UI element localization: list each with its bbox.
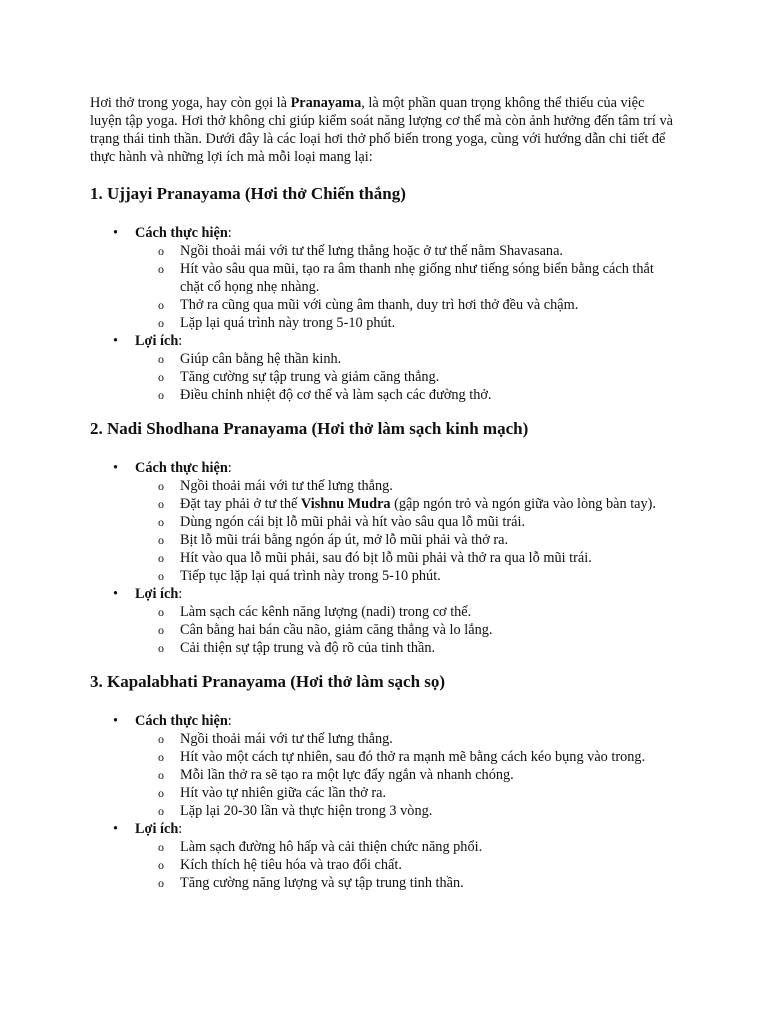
list-item: o Tăng cường năng lượng và sự tập trung tinh thần. — [90, 874, 678, 892]
mudra-text-a: Đặt tay phải ở tư thế — [180, 496, 301, 512]
sub-list — [135, 730, 678, 820]
list-item: o Kích thích hệ tiêu hóa và trao đổi chất. — [90, 856, 678, 874]
list-item: o Ngồi thoải mái với tư thế lưng thẳng hoặc ở tư thế nằm Shavasana. — [90, 242, 678, 260]
mudra-text-b: (gập ngón trỏ và ngón giữa vào lòng bàn tay). — [390, 496, 657, 512]
section-heading: 2. Nadi Shodhana Pranayama (Hơi thở làm sạch kinh mạch) — [90, 419, 529, 438]
list-item: • Cách thực hiện: o Ngồi thoải mái với tư thế lưng thẳng. o Đặt tay phải ở tư thế Vishnu Mudra (gập ngón trỏ và ngón giữa vào lòng bàn tay). o Dùng ngón cái bịt lỗ mũi phải và hít vào sâu qua lỗ mũi trái. o Bịt lỗ mũi trái bằng ngón áp út, mở lỗ mũi phải và thở ra. o Hít vào qua lỗ mũi phải, sau đó bịt lỗ mũi phải và thở ra qua lỗ mũi trái. o Tiếp tục lặp lại quá trình này trong 5-10 phút. — [90, 459, 678, 585]
how-label: Cách thực hiện — [135, 225, 228, 241]
list-item: o Tiếp tục lặp lại quá trình này trong 5-10 phút. — [90, 567, 678, 585]
list-item: o Hít vào sâu qua mũi, tạo ra âm thanh nhẹ giống như tiếng sóng biển bằng cách thắt chặt cổ họng nhẹ nhàng. — [90, 260, 678, 296]
sub-list — [135, 350, 678, 404]
intro-paragraph — [90, 94, 678, 166]
list-item: • Cách thực hiện: o Ngồi thoải mái với tư thế lưng thẳng. o Hít vào một cách tự nhiên, sau đó thở ra mạnh mẽ bằng cách kéo bụng vào trong. o Mỗi lần thở ra sẽ tạo ra một lực đẩy ngắn và nhanh chóng. o Hít vào tự nhiên giữa các lần thở ra. o Lặp lại 20-30 lần và thực hiện trong 3 vòng. — [90, 712, 678, 820]
sub-list — [135, 603, 678, 657]
benefit-label: Lợi ích — [135, 586, 179, 602]
list-item: o Hít vào qua lỗ mũi phải, sau đó bịt lỗ mũi phải và thở ra qua lỗ mũi trái. — [90, 549, 678, 567]
list-item: o Cân bằng hai bán cầu não, giảm căng thẳng và lo lắng. — [90, 621, 678, 639]
how-label: Cách thực hiện — [135, 713, 228, 729]
section-list — [90, 224, 678, 404]
list-item: • Lợi ích: o Làm sạch đường hô hấp và cải thiện chức năng phổi. o Kích thích hệ tiêu hóa và trao đổi chất. o Tăng cường năng lượng và sự tập trung tinh thần. — [90, 820, 678, 892]
mudra-bold-term: Vishnu Mudra — [300, 496, 391, 512]
list-item: o Bịt lỗ mũi trái bằng ngón áp út, mở lỗ mũi phải và thở ra. — [90, 531, 678, 549]
benefit-label: Lợi ích — [135, 821, 179, 837]
section-heading: 3. Kapalabhati Pranayama (Hơi thở làm sạch sọ) — [90, 672, 446, 691]
list-item: o Lặp lại 20-30 lần và thực hiện trong 3 vòng. — [90, 802, 678, 820]
list-item: o Hít vào một cách tự nhiên, sau đó thở ra mạnh mẽ bằng cách kéo bụng vào trong. — [90, 748, 678, 766]
list-item: o Mỗi lần thở ra sẽ tạo ra một lực đẩy ngắn và nhanh chóng. — [90, 766, 678, 784]
list-item: o Ngồi thoải mái với tư thế lưng thẳng. — [90, 730, 678, 748]
benefit-label: Lợi ích — [135, 333, 179, 349]
sub-list — [135, 242, 678, 332]
section-list — [90, 459, 678, 657]
list-item: o Điều chỉnh nhiệt độ cơ thể và làm sạch các đường thở. — [90, 386, 678, 404]
intro-text-1: Hơi thở trong yoga, hay còn gọi là — [90, 95, 291, 111]
list-item: o Thở ra cũng qua mũi với cùng âm thanh, duy trì hơi thở đều và chậm. — [90, 296, 678, 314]
section-heading: 1. Ujjayi Pranayama (Hơi thở Chiến thắng) — [90, 184, 406, 203]
list-item: o Lặp lại quá trình này trong 5-10 phút. — [90, 314, 678, 332]
how-label: Cách thực hiện — [135, 460, 228, 476]
intro-text-2: , là một phần quan trọng không thể thiếu của việc luyện tập yoga. Hơi thở không chỉ giúp kiểm soát năng lượng cơ thể mà còn ảnh hưởng đến tâm trí và trạng thái tinh thần. Dưới đây là các loại hơi thở phổ biến trong yoga, cùng với hướng dẫn chi tiết để thực hành và những lợi ích mà mỗi loại mang lại: — [90, 95, 673, 165]
list-item: • Cách thực hiện: o Ngồi thoải mái với tư thế lưng thẳng hoặc ở tư thế nằm Shavasana. o Hít vào sâu qua mũi, tạo ra âm thanh nhẹ giống như tiếng sóng biển bằng cách thắt chặt cổ họng nhẹ nhàng. o Thở ra cũng qua mũi với cùng âm thanh, duy trì hơi thở đều và chậm. o Lặp lại quá trình này trong 5-10 phút. — [90, 224, 678, 332]
sub-list — [135, 838, 678, 892]
list-item: • Lợi ích: o Giúp cân bằng hệ thần kinh. o Tăng cường sự tập trung và giảm căng thẳng. o Điều chỉnh nhiệt độ cơ thể và làm sạch các đường thở. — [90, 332, 678, 404]
list-item: o Tăng cường sự tập trung và giảm căng thẳng. — [90, 368, 678, 386]
section-list — [90, 712, 678, 892]
list-item: o Giúp cân bằng hệ thần kinh. — [90, 350, 678, 368]
list-item — [90, 495, 678, 513]
list-item: o Làm sạch các kênh năng lượng (nadi) trong cơ thể. — [90, 603, 678, 621]
list-item: o Ngồi thoải mái với tư thế lưng thẳng. — [90, 477, 678, 495]
list-item: o Hít vào tự nhiên giữa các lần thở ra. — [90, 784, 678, 802]
list-item: • Lợi ích: o Làm sạch các kênh năng lượng (nadi) trong cơ thể. o Cân bằng hai bán cầu não, giảm căng thẳng và lo lắng. o Cải thiện sự tập trung và độ rõ của tinh thần. — [90, 585, 678, 657]
sub-list — [135, 477, 678, 585]
list-item: o Làm sạch đường hô hấp và cải thiện chức năng phổi. — [90, 838, 678, 856]
list-item: o Cải thiện sự tập trung và độ rõ của tinh thần. — [90, 639, 678, 657]
intro-bold-term: Pranayama — [290, 95, 362, 111]
list-item: o Dùng ngón cái bịt lỗ mũi phải và hít vào sâu qua lỗ mũi trái. — [90, 513, 678, 531]
